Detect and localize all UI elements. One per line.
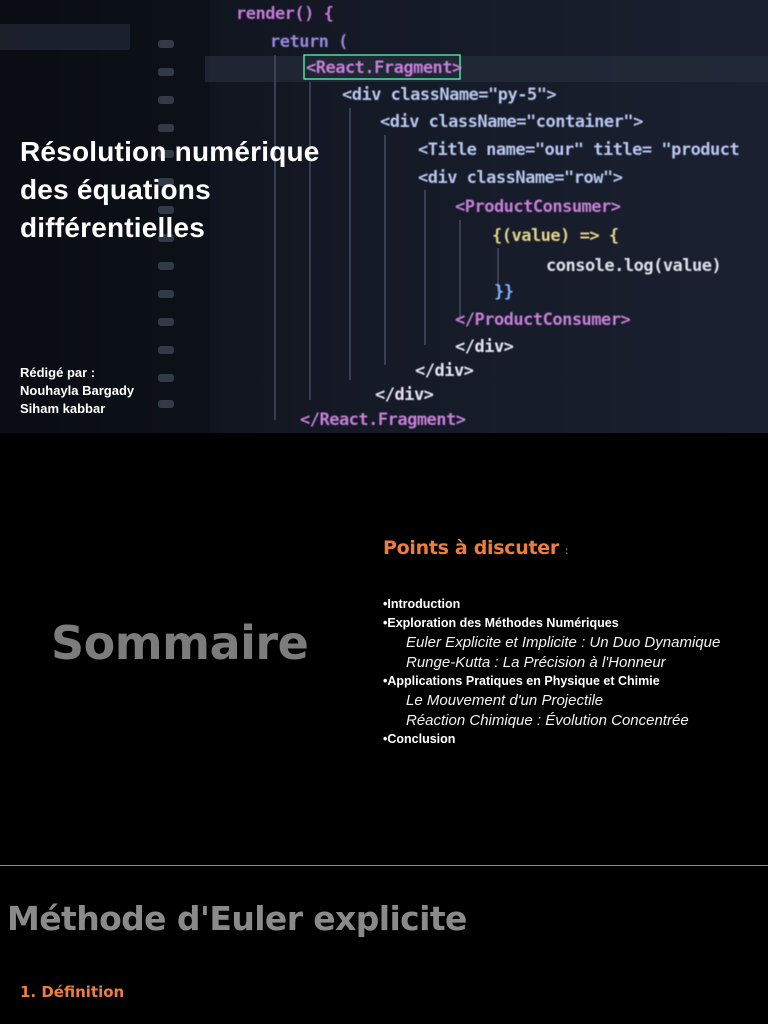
agenda-item: •Exploration des Méthodes Numériques bbox=[383, 616, 619, 630]
author-name: Siham kabbar bbox=[20, 401, 106, 416]
author-name: Nouhayla Bargady bbox=[20, 383, 135, 398]
points-heading-text: Points à discuter bbox=[383, 537, 559, 559]
authors-label: Rédigé par : bbox=[20, 365, 96, 380]
title-line: différentielles bbox=[20, 212, 206, 243]
code-line: <div className="container"> bbox=[380, 112, 643, 132]
code-line: <div className="row"> bbox=[418, 168, 623, 188]
points-heading-colon: : bbox=[564, 544, 569, 557]
agenda-item: •Conclusion bbox=[383, 732, 456, 746]
title-line: des équations bbox=[20, 174, 211, 205]
title-slide bbox=[0, 0, 768, 433]
code-line: </React.Fragment> bbox=[300, 410, 466, 430]
agenda-list bbox=[383, 595, 720, 749]
code-line: </div> bbox=[415, 361, 474, 381]
authors-block bbox=[20, 364, 134, 418]
euler-slide bbox=[0, 866, 768, 1024]
code-line: <Title name="our" title= "product bbox=[418, 140, 740, 160]
summary-heading: Sommaire bbox=[51, 616, 309, 670]
code-line: {(value) => { bbox=[492, 226, 619, 246]
presentation-title bbox=[20, 133, 320, 247]
euler-heading: Méthode d'Euler explicite bbox=[7, 899, 467, 938]
agenda-subitem: Euler Explicite et Implicite : Un Duo Dynamique bbox=[406, 634, 721, 651]
points-heading bbox=[383, 537, 568, 559]
agenda-subitem: Le Mouvement d'un Projectile bbox=[406, 692, 604, 709]
agenda-subitem: Réaction Chimique : Évolution Concentrée bbox=[406, 711, 689, 729]
code-line: return ( bbox=[270, 32, 348, 52]
agenda-item: •Applications Pratiques en Physique et Chimie bbox=[383, 674, 660, 688]
agenda-subitem: Runge-Kutta : La Précision à l'Honneur bbox=[406, 653, 666, 671]
definition-section-title: 1. Définition bbox=[20, 983, 125, 1001]
code-line: }} bbox=[494, 282, 514, 302]
title-line: Résolution numérique bbox=[20, 136, 320, 167]
code-line: <React.Fragment> bbox=[306, 58, 462, 78]
code-line: render() { bbox=[236, 4, 334, 24]
code-line: </div> bbox=[375, 385, 434, 405]
code-line: </ProductConsumer> bbox=[455, 310, 631, 330]
code-line: console.log(value) bbox=[546, 256, 722, 276]
code-line: <div className="py-5"> bbox=[342, 85, 557, 105]
code-line: <ProductConsumer> bbox=[455, 197, 621, 217]
agenda-item: •Introduction bbox=[383, 597, 461, 611]
summary-slide bbox=[0, 433, 768, 865]
code-line: </div> bbox=[455, 337, 514, 357]
